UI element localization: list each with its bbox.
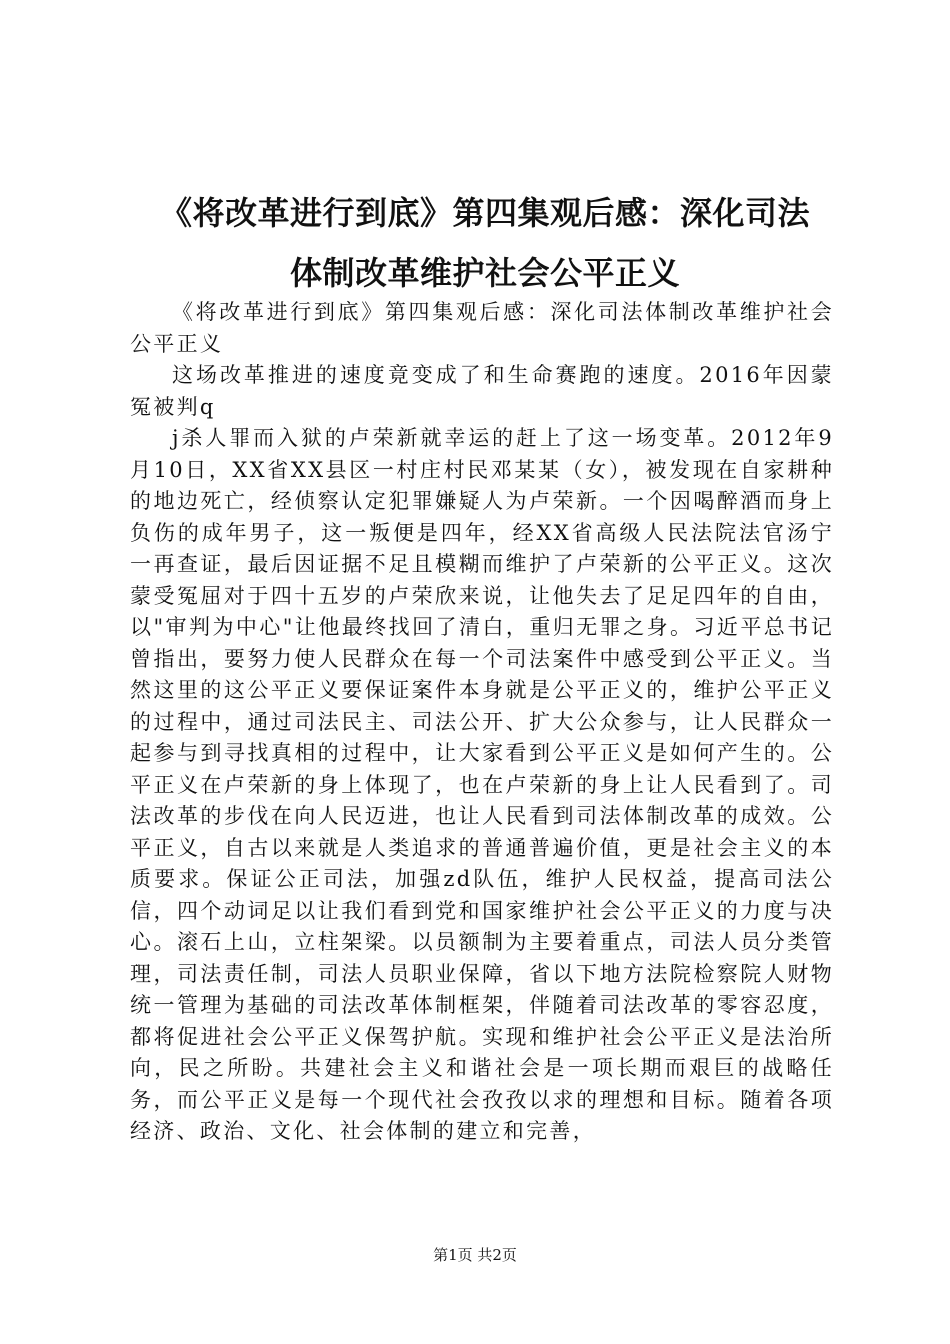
paragraph-subtitle: 《将改革进行到底》第四集观后感：深化司法体制改革维护社会公平正义 [130, 300, 834, 356]
document-body [130, 297, 834, 1148]
paragraph-main: j杀人罪而入狱的卢荣新就幸运的赶上了这一场变革。2012年9月10日，XX省XX县区一村庄村民邓某某（女），被发现在自家耕种的地边死亡，经侦察认定犯罪嫌疑人为卢荣新。一个因喝醉酒而身上负伤的成年男子，这一叛便是四年，经XX省高级人民法院法官汤宁一再查证，最后因证据不足且模糊而维护了卢荣新的公平正义。这次蒙受冤屈对于四十五岁的卢荣欣来说，让他失去了足足四年的自由，以"审判为中心"让他最终找回了清白，重归无罪之身。习近平总书记曾指出，要努力使人民群众在每一个司法案件中感受到公平正义。当然这里的这公平正义要保证案件本身就是公平正义的，维护公平正义的过程中，通过司法民主、司法公开、扩大公众参与，让人民群众一起参与到寻找真相的过程中，让大家看到公平正义是如何产生的。公平正义在卢荣新的身上体现了，也在卢荣新的身上让人民看到了。司法改革的步伐在向人民迈进，也让人民看到司法体制改革的成效。公平正义，自古以来就是人类追求的普通普遍价值，更是社会主义的本质要求。保证公正司法，加强zd队伍，维护人民权益，提高司法公信，四个动词足以让我们看到党和国家维护社会公平正义的力度与决心。滚石上山，立柱架梁。以员额制为主要着重点，司法人员分类管理，司法责任制，司法人员职业保障，省以下地方法院检察院人财物统一管理为基础的司法改革体制框架，伴随着司法改革的零容忍度，都将促进社会公平正义保驾护航。实现和维护社会公平正义是法治所向，民之所盼。共建社会主义和谐社会是一项长期而艰巨的战略任务，而公平正义是每一个现代社会孜孜以求的理想和目标。随着各项经济、政治、文化、社会体制的建立和完善， [130, 426, 834, 1143]
page-title: 《将改革进行到底》第四集观后感：深化司法 体制改革维护社会公平正义 [159, 194, 810, 292]
paragraph-intro: 这场改革推进的速度竟变成了和生命赛跑的速度。2016年因蒙冤被判q [130, 363, 834, 419]
page-number-footer: 第1页 共2页 [433, 1246, 517, 1264]
